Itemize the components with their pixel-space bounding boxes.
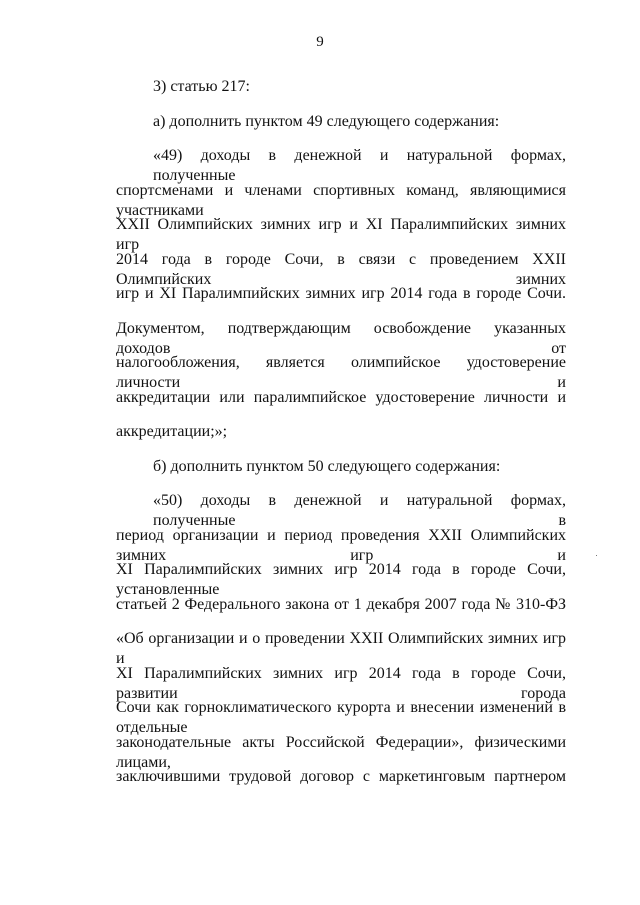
text-line: «50) доходы в денежной и натуральной формах, полученные в xyxy=(153,492,566,529)
text-line: спортсменами и членами спортивных команд, являющимися участниками xyxy=(116,181,566,219)
text-line: XI Паралимпийских зимних игр 2014 года в городе Сочи, установленные xyxy=(116,561,566,598)
scan-speck xyxy=(596,555,597,556)
text-line: Сочи как горноклиматического курорта и внесении изменений в отдельные xyxy=(116,699,566,736)
text-line: 3) статью 217: xyxy=(153,78,250,95)
text-line: аккредитации;»; xyxy=(116,423,228,440)
text-line: аккредитации или паралимпийское удостоверение личности и xyxy=(116,388,566,406)
text-line: «Об организации и о проведении XXII Олимпийских зимних игр и xyxy=(116,630,566,667)
text-line: б) дополнить пунктом 50 следующего содержания: xyxy=(153,457,501,475)
page-number: 9 xyxy=(316,34,324,50)
text-line: 2014 года в городе Сочи, в связи с проведением XXII Олимпийских зимних xyxy=(116,250,566,288)
text-line: налогообложения, является олимпийское удостоверение личности и xyxy=(116,354,566,391)
text-line: законодательные акты Российской Федерации», физическими лицами, xyxy=(116,733,566,771)
text-line: игр и XI Паралимпийских зимних игр 2014 года в городе Сочи. xyxy=(116,285,566,302)
text-line: а) дополнить пунктом 49 следующего содержания: xyxy=(153,112,500,130)
text-line: Документом, подтверждающим освобождение указанных доходов от xyxy=(116,319,566,357)
text-line: XI Паралимпийских зимних игр 2014 года в городе Сочи, развитии города xyxy=(116,664,566,702)
text-line: заключившими трудовой договор с маркетинговым партнером xyxy=(116,768,566,785)
text-line: XXII Олимпийских зимних игр и XI Паралимпийских зимних игр xyxy=(116,216,566,253)
text-line: статьей 2 Федерального закона от 1 декабря 2007 года № 310-ФЗ xyxy=(116,595,566,613)
text-line: «49) доходы в денежной и натуральной формах, полученные xyxy=(153,147,566,184)
text-line: период организации и период проведения XXII Олимпийских зимних игр и xyxy=(116,526,566,564)
